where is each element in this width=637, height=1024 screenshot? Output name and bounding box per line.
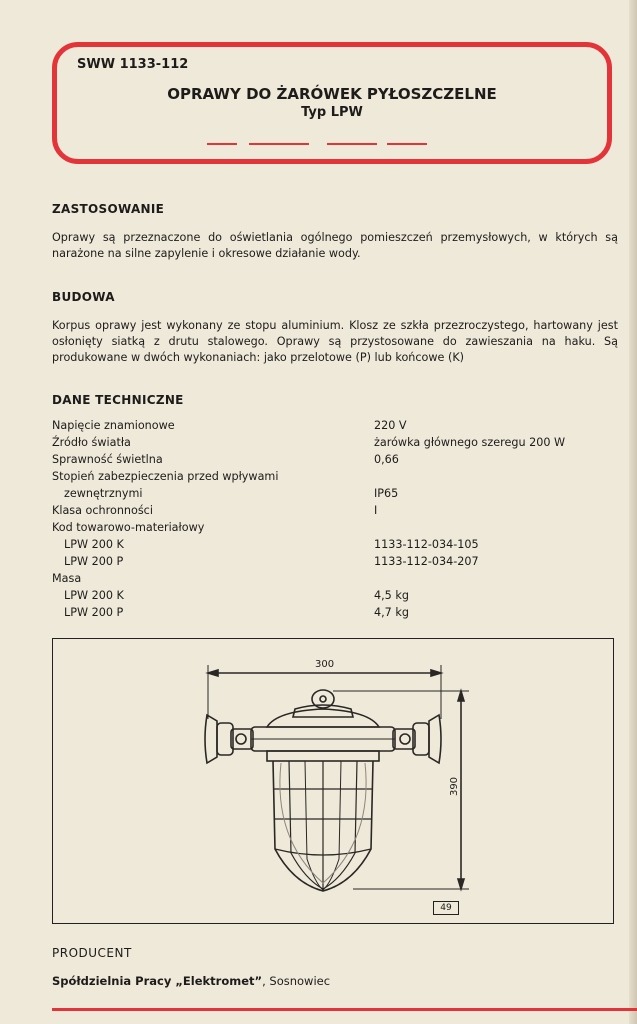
tech-label: LPW 200 K — [64, 538, 124, 551]
tech-label: Źródło światła — [52, 436, 131, 449]
tech-label: LPW 200 P — [64, 555, 124, 568]
producer-city: , Sosnowiec — [262, 974, 331, 988]
tech-value: 4,5 kg — [374, 589, 409, 602]
tech-row — [52, 504, 612, 521]
tech-label: Sprawność świetlna — [52, 453, 163, 466]
tech-row — [52, 589, 612, 606]
right-gland — [393, 729, 415, 749]
tech-value: żarówka głównego szeregu 200 W — [374, 436, 566, 449]
tech-value: 0,66 — [374, 453, 399, 466]
technical-heading: DANE TECHNICZNE — [52, 393, 184, 407]
tech-row — [52, 487, 612, 504]
header-dash — [387, 143, 427, 145]
tech-row — [52, 453, 612, 470]
tech-value: IP65 — [374, 487, 399, 500]
width-dimension-label: 300 — [315, 659, 335, 670]
tech-row — [52, 470, 612, 487]
figure-number-badge: 49 — [433, 901, 459, 915]
header-dash — [327, 143, 377, 145]
collar — [267, 751, 379, 761]
tech-row — [52, 555, 612, 572]
page-title: OPRAWY DO ŻARÓWEK PYŁOSZCZELNE — [167, 85, 497, 103]
application-text: Oprawy są przeznaczone do oświetlania ogólnego pomieszczeń przemysłowych, w których są narażone na silne zapylenie i okresowe działanie wody. — [52, 231, 618, 260]
tech-row — [52, 521, 612, 538]
lamp-drawing-svg — [53, 639, 613, 923]
construction-heading: BUDOWA — [52, 290, 115, 304]
tech-label: LPW 200 P — [64, 606, 124, 619]
tech-label: zewnętrznymi — [64, 487, 143, 500]
tech-label: Kod towarowo-materiałowy — [52, 521, 205, 534]
tech-label: Klasa ochronności — [52, 504, 153, 517]
bottom-rule — [52, 1008, 637, 1011]
body-dome — [267, 709, 379, 727]
tech-label: LPW 200 K — [64, 589, 124, 602]
tech-value: 1133-112-034-105 — [374, 538, 479, 551]
tech-row — [52, 606, 612, 623]
technical-table — [52, 419, 612, 623]
tech-row — [52, 419, 612, 436]
header-dash — [249, 143, 309, 145]
left-gland — [231, 729, 253, 749]
tech-value: 220 V — [374, 419, 407, 432]
product-code: SWW 1133-112 — [77, 57, 189, 72]
tech-value: 1133-112-034-207 — [374, 555, 479, 568]
tech-value: 4,7 kg — [374, 606, 409, 619]
height-dimension-label: 390 — [449, 776, 461, 797]
tech-label: Napięcie znamionowe — [52, 419, 175, 432]
application-heading: ZASTOSOWANIE — [52, 202, 165, 216]
producer-line — [52, 974, 330, 988]
tech-label: Stopień zabezpieczenia przed wpływami — [52, 470, 279, 483]
page-subtitle: Typ LPW — [301, 105, 363, 120]
lamp-drawing — [52, 638, 614, 924]
construction-text: Korpus oprawy jest wykonany ze stopu aluminium. Klosz ze szkła przezroczystego, hartowany jest osłonięty siatką z drutu stalowego. Oprawy są przystosowane do zawieszania na haku. Są produkowane w dwóch wykonaniach: jako przelotowe (P) lub końcowe (K) — [52, 319, 618, 364]
tech-row — [52, 436, 612, 453]
producer-name: Spółdzielnia Pracy „Elektromet” — [52, 974, 263, 988]
tech-label: Masa — [52, 572, 82, 585]
tech-row — [52, 572, 612, 589]
header-box — [52, 42, 612, 164]
header-dash — [207, 143, 237, 145]
producer-heading: PRODUCENT — [52, 946, 132, 960]
page-edge — [629, 0, 637, 1024]
tech-row — [52, 538, 612, 555]
tech-value: I — [374, 504, 378, 517]
